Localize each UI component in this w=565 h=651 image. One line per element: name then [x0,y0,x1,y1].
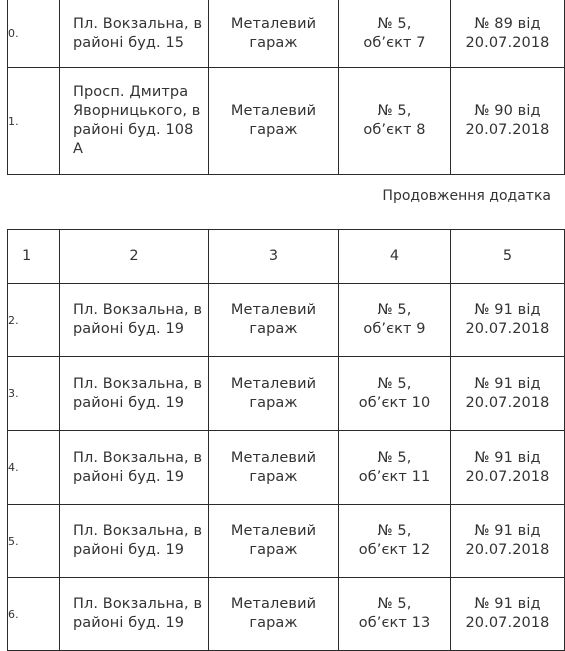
type-line: гараж [249,34,298,51]
decision-line: 20.07.2018 [465,542,550,558]
object-cell [339,357,451,431]
address-line: Пл. Вокзальна, в [73,449,203,466]
type-line: Металевий [230,523,317,539]
decision-line: № 89 від [474,15,541,32]
column-header: 4 [339,230,451,284]
table-main [7,229,565,651]
type-cell [209,284,339,357]
object-line: № 5, [377,375,412,392]
table-row [8,431,565,505]
object-line: № 5, [377,596,412,612]
address-line: Пл. Вокзальна, в [73,596,203,612]
type-line: Металевий [230,15,317,32]
type-line: гараж [249,321,298,337]
address-line: Пл. Вокзальна, в [73,302,203,318]
type-line: Металевий [230,375,317,392]
row-number: 4. [8,431,60,505]
address-line: Пл. Вокзальна, в [73,375,203,392]
object-line: об’єкт 8 [363,122,426,138]
type-line: гараж [249,122,298,138]
address-line: районі буд. 108 [73,122,194,138]
object-line: об’єкт 11 [358,468,431,485]
decision-cell [451,505,565,578]
object-line: об’єкт 10 [358,394,431,411]
address-line: районі буд. 15 [73,34,185,51]
table-top [7,0,565,175]
address-line: Пл. Вокзальна, в [73,15,203,32]
table-row [8,505,565,578]
decision-line: № 91 від [474,523,541,539]
address-line: районі буд. 19 [73,321,185,337]
decision-cell [451,68,565,175]
object-line: № 5, [377,103,412,119]
table-row [8,68,565,175]
decision-line: 20.07.2018 [465,321,550,337]
decision-line: № 91 від [474,596,541,612]
address-line: А [73,141,84,157]
address-cell [60,284,209,357]
object-cell [339,505,451,578]
column-header: 5 [451,230,565,284]
address-line: Яворницького, в [73,103,201,119]
row-number: 1. [8,68,60,175]
object-line: об’єкт 13 [358,615,431,631]
type-cell [209,68,339,175]
column-header: 2 [60,230,209,284]
object-line: № 5, [377,15,412,32]
continuation-label: Продовження додатка [382,188,551,204]
decision-line: № 91 від [474,302,541,318]
table-header-row [8,230,565,284]
type-cell [209,431,339,505]
object-line: № 5, [377,449,412,466]
decision-cell [451,431,565,505]
type-cell [209,0,339,68]
decision-line: 20.07.2018 [465,122,550,138]
object-cell [339,68,451,175]
object-line: № 5, [377,523,412,539]
address-cell [60,357,209,431]
type-line: гараж [249,468,298,485]
address-cell [60,68,209,175]
address-line: районі буд. 19 [73,394,185,411]
row-number: 5. [8,505,60,578]
decision-line: 20.07.2018 [465,468,550,485]
decision-line: 20.07.2018 [465,34,550,51]
address-cell [60,0,209,68]
row-number: 0. [8,0,60,68]
object-line: № 5, [377,302,412,318]
type-cell [209,505,339,578]
decision-line: № 91 від [474,449,541,466]
table-row [8,284,565,357]
column-header: 1 [8,230,60,284]
table-row [8,0,565,68]
type-line: Металевий [230,103,317,119]
row-number: 3. [8,357,60,431]
type-line: Металевий [230,302,317,318]
decision-cell [451,0,565,68]
row-number: 2. [8,284,60,357]
type-line: гараж [249,615,298,631]
decision-cell [451,357,565,431]
object-cell [339,284,451,357]
decision-line: № 91 від [474,375,541,392]
object-cell [339,0,451,68]
object-line: об’єкт 12 [358,542,431,558]
address-line: районі буд. 19 [73,468,185,485]
decision-line: № 90 від [474,103,541,119]
row-number: 6. [8,578,60,651]
type-cell [209,357,339,431]
address-cell [60,505,209,578]
object-cell [339,431,451,505]
object-line: об’єкт 7 [363,34,426,51]
decision-line: 20.07.2018 [465,615,550,631]
address-line: Просп. Дмитра [73,84,189,100]
type-line: гараж [249,542,298,558]
decision-cell [451,284,565,357]
address-cell [60,431,209,505]
type-line: Металевий [230,449,317,466]
type-line: гараж [249,394,298,411]
table-row [8,357,565,431]
address-line: Пл. Вокзальна, в [73,523,203,539]
column-header: 3 [209,230,339,284]
address-line: районі буд. 19 [73,615,185,631]
address-line: районі буд. 19 [73,542,185,558]
type-line: Металевий [230,596,317,612]
object-line: об’єкт 9 [363,321,426,337]
decision-line: 20.07.2018 [465,394,550,411]
